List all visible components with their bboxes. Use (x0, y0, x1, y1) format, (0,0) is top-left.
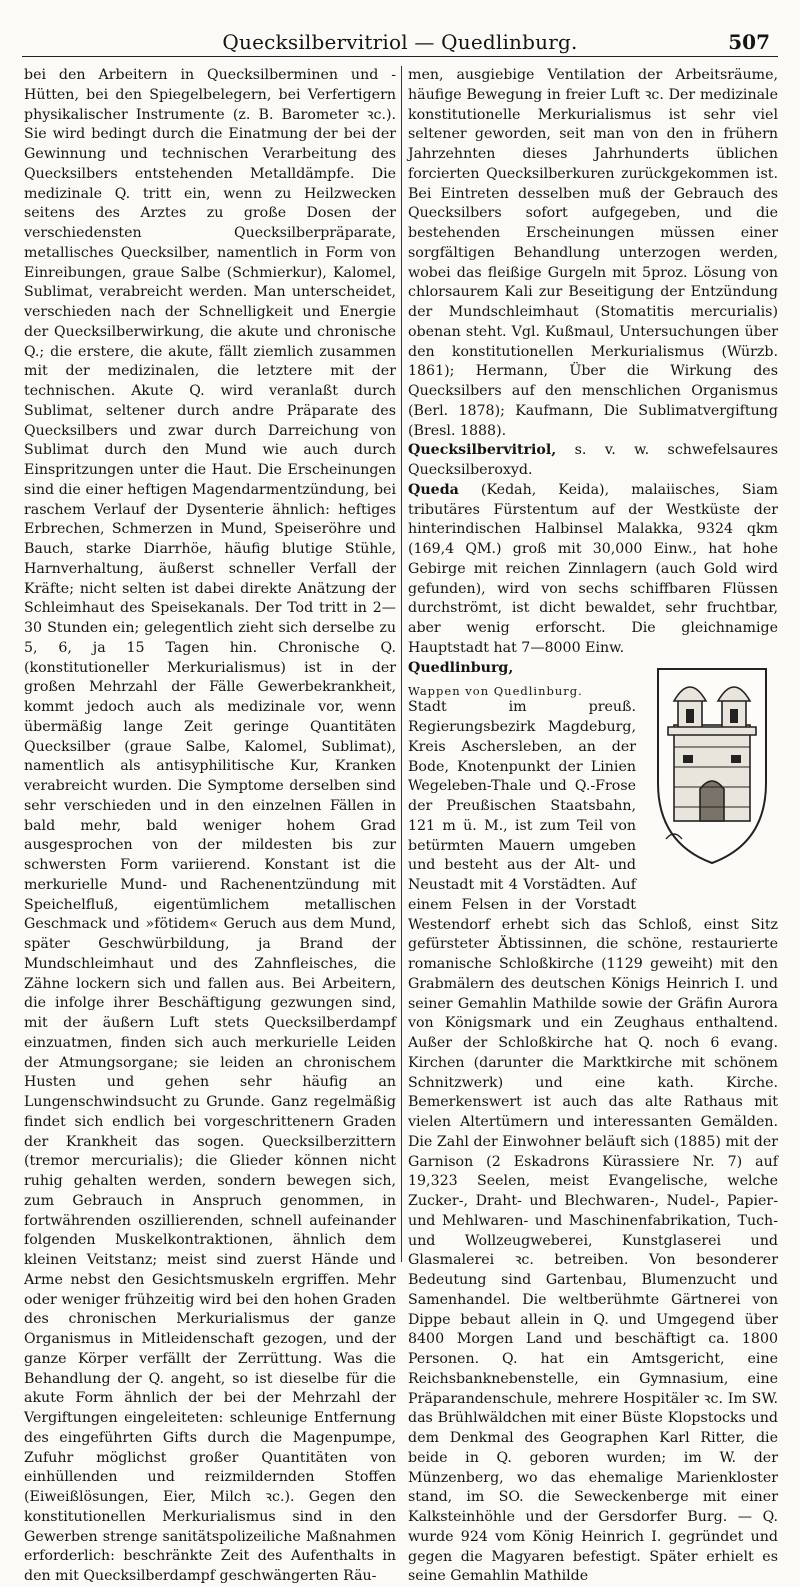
entry-body: (Kedah, Keida), malaiisches, Siam tributäres Fürstentum auf der Westküste der hinterindischen Halbinsel Malakka, 9324 qkm (169,4 QM.) groß mit 30,000 Einw., hat hohe Gebirge mit reichen Zinnlagern (auch Gold wird gefunden), wird von sechs schiffbaren Flüssen durchströmt, ist dicht bewaldet, sehr fruchtbar, aber wenig erforscht. Die gleichnamige Hauptstadt hat 7—8000 Einw. (408, 481, 778, 656)
page-number: 507 (728, 30, 770, 54)
entry-queda (408, 481, 778, 659)
page-header (0, 18, 800, 54)
header-rule (22, 56, 778, 57)
entry-quecksilbervergiftung-text: bei den Arbeitern in Quecksilberminen und -Hütten, bei den Spiegelbelegern, bei Verfertigern physikalischer Instrumente (z. B. Barometer ꝛc.). Sie wird bedingt durch die Einatmung der bei der Gewinnung und technischen Verarbeitung des Quecksilbers entstehenden Metalldämpfe. Die medizinale Q. tritt ein, wenn zu Heilzwecken seitens des Arztes zu große Dosen der verschiedensten Quecksilberpräparate, metallisches Quecksilber, namentlich in Form von Einreibungen, graue Salbe (Schmierkur), Kalomel, Sublimat, verabreicht werden. Man unterscheidet, verschieden nach der Schnelligkeit und Energie der Quecksilberwirkung, die akute und chronische Q.; die erstere, die akute, fällt ziemlich zusammen mit der medizinalen, die letztere mit der technischen. Akute Q. wird veranlaßt durch Sublimat, seltener durch andre Präparate des Quecksilbers und zwar durch Darreichung von Sublimat durch den Mund wie auch durch Einspritzungen unter die Haut. Die Erscheinungen sind die einer heftigen Magendarmentzündung, bei raschem Verlauf der Dysenterie ähnlich: heftiges Erbrechen, Schmerzen in Mund, Speiseröhre und Bauch, starke Diarrhöe, häufig blutige Stühle, Harnverhaltung, äußerst schneller Verfall der Kräfte; nicht selten ist dabei direkte Anätzung der Schleimhaut des Speisekanals. Der Tod tritt in 2—30 Stunden ein; gelegentlich zieht sich derselbe zu 5, 6, ja 15 Tagen hin. Chronische Q. (konstitutioneller Merkurialismus) ist in der großen Mehrzahl der Fälle Gewerbekrankheit, kommt jedoch auch als medizinale vor, wenn übermäßig lange Zeit geringe Quantitäten Quecksilber (graue Salbe, Kalomel, Sublimat), namentlich als antisyphilitische Kur, Kranken verabreicht wurden. Die Symptome derselben sind sehr verschieden und in den einzelnen Fällen in bald mehr, bald weniger hohem Grad ausgesprochen von der mildesten bis zur schwersten Form variierend. Konstant ist die merkurielle Mund- und Rachenentzündung mit Speichelfluß, eigentümlichem metallischen Geschmack und »fötidem« Geruch aus dem Mund, später Geschwürbildung, ja Brand der Mundschleimhaut und des Zahnfleisches, die Zähne lockern sich und fallen aus. Bei Arbeitern, die infolge ihrer Beschäftigung gezwungen sind, mit der äußern Luft stets Quecksilberdampf einzuatmen, finden sich auch merkurielle Leiden der Atmungsorgane; sie leiden an chronischem Husten und gehen sehr häufig an Lungenschwindsucht zu Grunde. Ganz regelmäßig findet sich endlich bei vorgeschrittenern Graden der Krankheit das sogen. Quecksilberzittern (tremor mercurialis); die Glieder können nicht ruhig gehalten werden, sondern bewegen sich, zum Gebrauch in Anspruch genommen, in fortwährenden oszillierenden, schnell aufeinander folgenden Muskelkontraktionen, ähnlich dem kleinen Veitstanz; meist sind zuerst Hände und Arme nebst den Gesichtsmuskeln ergriffen. Mehr oder weniger frühzeitig wird bei den hohen Graden des chronischen Merkurialismus der ganze Organismus in Mitleidenschaft gezogen, und der ganze Körper verfällt der Zerrüttung. Was die Behandlung der Q. angeht, so ist dieselbe für die akute Form ähnlich der bei der Mehrzahl der Vergiftungen eingeleiteten: schleunige Entfernung des eingeführten Gifts durch die Magenpumpe, Zufuhr möglichst großer Quantitäten von einhüllenden und reizmildernden Stoffen (Eiweißlösungen, Eier, Milch ꝛc.). Gegen den konstitutionellen Merkurialismus sind in den Gewerben strenge sanitätspolizeiliche Maßnahmen erforderlich: beschränkte Zeit des Aufenthalts in den mit Quecksilberdampf geschwängerten Räu- (24, 67, 396, 1584)
entry-headword: Quecksilbervitriol, (408, 442, 557, 459)
column-divider (401, 66, 402, 1262)
entry-body: s. v. w. schwefelsaures Quecksilberoxyd. (408, 442, 778, 478)
running-title: Quecksilbervitriol — Quedlinburg. (222, 30, 578, 54)
figure-coat-of-arms (646, 663, 778, 911)
left-column (24, 66, 396, 1584)
entry-quedlinburg (408, 659, 778, 679)
coat-of-arms-icon (652, 663, 772, 868)
entry-headword: Quedlinburg, (408, 659, 514, 676)
entry-body: Stadt im preuß. Regierungsbezirk Magdeburg, Kreis Aschersleben, an der Bode, Knotenpunkt der Linien Wegeleben-Thale und Q.-Frose der Preußischen Staatsbahn, 121 m ü. M., ist zum Teil von betürmten Mauern umgeben und besteht aus der Alt- und Neustadt mit 4 Vorstädten. Auf einem Felsen in der Vorstadt Westendorf erhebt sich das Schloß, einst Sitz gefürsteter Äbtissinnen, die schöne, restaurierte romanische Schloßkirche (1129 geweiht) mit den Grabmälern des deutschen Königs Heinrich I. und seiner Gemahlin Mathilde sowie der Gräfin Aurora von Königsmark und ein Zeughaus enthaltend. Außer der Schloßkirche hat Q. noch 6 evang. Kirchen (darunter die Marktkirche mit schönem Schnitzwerk) und eine kath. Kirche. Bemerkenswert ist auch das alte Rathaus mit vielen Altertümern und interessanten Gemälden. Die Zahl der Einwohner beläuft sich (1885) mit der Garnison (2 Eskadrons Kürassiere Nr. 7) auf 19,323 Seelen, meist Evangelische, welche Zucker-, Draht- und Blechwaren-, Nudel-, Papier- und Mehlwaren- und Maschinenfabrikation, Tuch- und Wollzeugweberei, Kunstglaserei und Glasmalerei ꝛc. betreiben. Von besonderer Bedeutung sind Gartenbau, Blumenzucht und Samenhandel. Die weltberühmte Gärtnerei von Dippe bebaut allein in Q. und Umgegend über 8400 Morgen Land und beschäftigt ca. 1800 Personen. Q. hat ein Amtsgericht, eine Reichsbanknebenstelle, ein Gymnasium, eine Präparandenschule, mehrere Hospitäler ꝛc. Im SW. das Brühlwäldchen mit einer Büste Klopstocks und dem Denkmal des Geographen Karl Ritter, die beide in Q. geboren wurden; im W. der Münzenberg, wo das ehemalige Marienkloster stand, im SO. die Seweckenberge mit einer Kalksteinhöhle und der Gersdorfer Burg. — Q. wurde 924 vom König Heinrich I. gegründet und gegen die Magyaren befestigt. Später erhielt es seine Gemahlin Mathilde (408, 699, 778, 1585)
entry-headword: Queda (408, 481, 459, 498)
entry-continuation-text: men, ausgiebige Ventilation der Arbeitsräume, häufige Bewegung in freier Luft ꝛc. Der medizinale konstitutionelle Merkurialismus ist sehr viel seltener geworden, seit man von den in frühern Jahrzehnten dieses Jahrhunderts üblichen forcierten Quecksilberkuren zurückgekommen ist. Bei Eintreten desselben muß der Gebrauch des Quecksilbers sofort aufgegeben, und die bestehenden Erscheinungen müssen einer sorgfältigen Behandlung unterzogen werden, wobei das fleißige Gurgeln mit 5proz. Lösung von chlorsaurem Kali zur Beseitigung der Entzündung der Mundschleimhaut (Stomatitis mercurialis) obenan steht. Vgl. Kußmaul, Untersuchungen über den konstitutionellen Merkurialismus (Würzb. 1861); Hermann, Über die Wirkung des Quecksilbers auf den menschlichen Organismus (Berl. 1878); Kaufmann, Die Sublimatvergiftung (Bresl. 1888). (408, 67, 778, 439)
entry-quecksilbervitriol (408, 441, 778, 481)
figure-caption: Wappen von Quedlinburg. (408, 684, 583, 699)
right-column (408, 66, 778, 1585)
